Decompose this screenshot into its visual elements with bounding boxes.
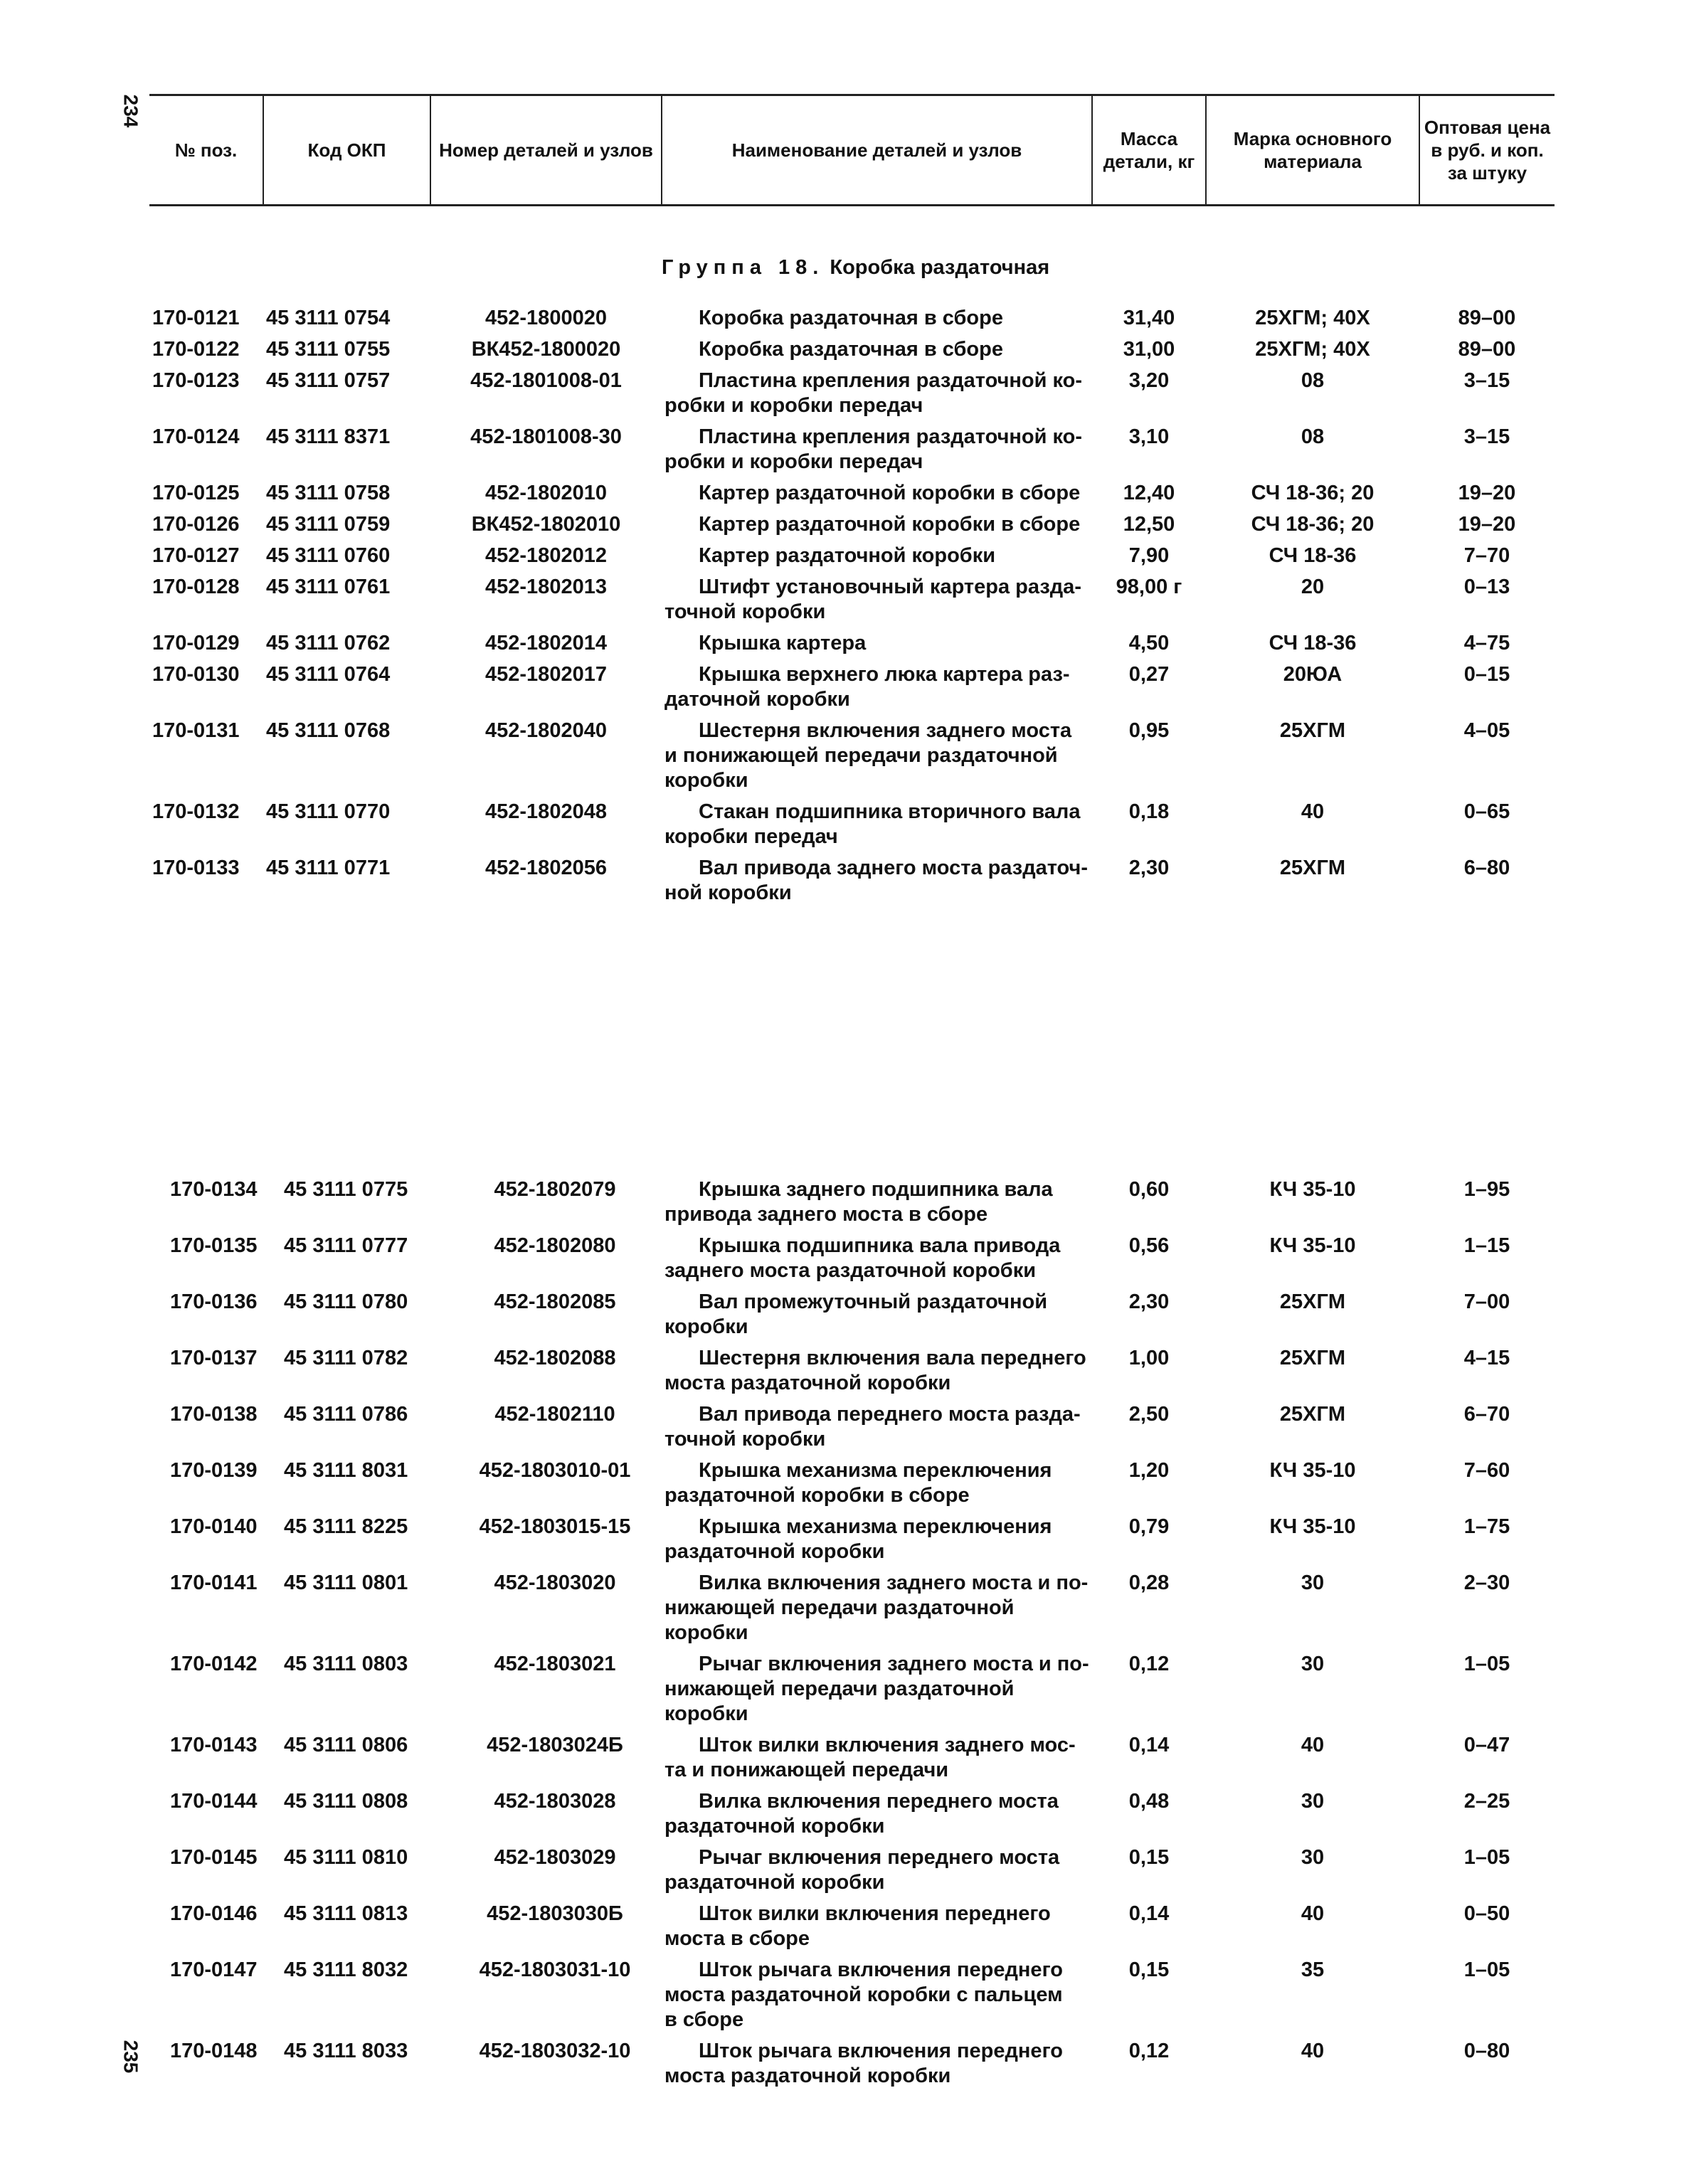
cell-position: 170-0143: [170, 1734, 258, 1756]
cell-part-name: [662, 852, 1092, 908]
cell-material: КЧ 35-10: [1269, 1459, 1356, 1482]
cell-position: 170-0135: [170, 1234, 258, 1257]
cell-position: 170-0136: [170, 1290, 258, 1313]
cell-part-name: [662, 2035, 1092, 2092]
cell-price: 1–05: [1463, 1653, 1510, 1675]
part-name-line: в сборе: [664, 2008, 744, 2031]
cell-position: 170-0132: [152, 800, 240, 823]
group-name: Коробка раздаточная: [830, 256, 1050, 279]
cell-okp-code: 45 3111 0803: [284, 1653, 408, 1675]
cell-price: 7–00: [1463, 1290, 1510, 1313]
part-name-line: Коробка раздаточная в сборе: [699, 338, 1003, 361]
header-name: Наименование деталей и узлов: [662, 95, 1092, 206]
cell-mass: 12,40: [1123, 482, 1175, 504]
cell-okp-code: 45 3111 8225: [284, 1515, 408, 1538]
part-name-line: раздаточной коробки: [664, 1815, 885, 1838]
part-name-line: Крышка механизма переключения: [699, 1515, 1052, 1538]
cell-price: 0–13: [1463, 576, 1510, 598]
table-row: [167, 1230, 1555, 1286]
cell-part-name: [662, 540, 1092, 571]
cell-material: 40: [1301, 1902, 1325, 1925]
part-name-line: Рычаг включения переднего моста: [699, 1846, 1060, 1869]
cell-position: 170-0140: [170, 1515, 258, 1538]
cell-mass: 98,00 г: [1116, 576, 1182, 598]
table-row: [149, 334, 1555, 365]
cell-position: 170-0122: [152, 338, 240, 361]
header-okp: Код ОКП: [263, 95, 430, 206]
table-row: [149, 509, 1555, 540]
part-name-line: моста раздаточной коробки: [664, 1372, 951, 1394]
cell-material: 25ХГМ: [1279, 857, 1346, 879]
part-name-line: коробки: [664, 769, 748, 792]
cell-mass: 0,14: [1128, 1734, 1170, 1756]
part-name-line: Картер раздаточной коробки: [699, 544, 996, 567]
table-row: [167, 1729, 1555, 1786]
group-label: Группа 18.: [662, 256, 825, 279]
part-name-line: Стакан подшипника вторичного вала: [699, 800, 1081, 823]
cell-price: 4–05: [1463, 719, 1510, 742]
cell-material: 40: [1301, 1734, 1325, 1756]
cell-position: 170-0127: [152, 544, 240, 567]
cell-position: 170-0142: [170, 1653, 258, 1675]
cell-part-name: [662, 659, 1092, 715]
part-name-line: Коробка раздаточная в сборе: [699, 307, 1003, 329]
cell-material: 25ХГМ: [1279, 1403, 1346, 1426]
part-name-line: Рычаг включения заднего моста и по-: [699, 1653, 1089, 1675]
table-row: [149, 365, 1555, 421]
cell-part-number: 452-1802040: [485, 719, 607, 742]
cell-price: 19–20: [1458, 482, 1516, 504]
cell-price: 19–20: [1458, 513, 1516, 536]
cell-material: 25ХГМ: [1279, 1290, 1346, 1313]
cell-position: 170-0137: [170, 1347, 258, 1369]
cell-part-number: 452-1801008-01: [470, 369, 622, 392]
cell-part-name: [662, 796, 1092, 852]
cell-position: 170-0147: [170, 1958, 258, 1981]
cell-position: 170-0139: [170, 1459, 258, 1482]
cell-part-number: 452-1803024Б: [487, 1734, 623, 1756]
part-name-line: Вилка включения заднего моста и по-: [699, 1571, 1089, 1594]
cell-part-name: [662, 1842, 1092, 1898]
page-number-top: 234: [120, 94, 142, 128]
table-row: [167, 1511, 1555, 1567]
cell-part-name: [662, 1455, 1092, 1511]
part-name-line: Крышка механизма переключения: [699, 1459, 1052, 1482]
cell-mass: 0,60: [1128, 1178, 1170, 1201]
group-title: [662, 256, 1049, 280]
cell-part-number: ВК452-1800020: [471, 338, 621, 361]
cell-mass: 0,95: [1128, 719, 1170, 742]
table-row: [167, 1567, 1555, 1648]
table-row: [167, 1954, 1555, 2035]
page-number-bottom: 235: [120, 2040, 142, 2074]
part-name-line: Шестерня включения заднего моста: [699, 719, 1072, 742]
part-name-line: заднего моста раздаточной коробки: [664, 1259, 1037, 1282]
cell-mass: 0,12: [1128, 1653, 1170, 1675]
cell-okp-code: 45 3111 0760: [266, 544, 391, 567]
cell-position: 170-0133: [152, 857, 240, 879]
cell-part-number: 452-1802079: [494, 1178, 616, 1201]
table-row: [149, 796, 1555, 852]
cell-part-name: [662, 715, 1092, 796]
cell-part-name: [662, 1567, 1092, 1648]
table-header: [149, 94, 1555, 206]
table-row: [149, 852, 1555, 908]
table-row: [167, 1342, 1555, 1399]
cell-material: КЧ 35-10: [1269, 1515, 1356, 1538]
table-row: [149, 477, 1555, 509]
cell-okp-code: 45 3111 0770: [266, 800, 391, 823]
cell-part-number: 452-1802080: [494, 1234, 616, 1257]
table-row: [149, 659, 1555, 715]
table-row: [149, 421, 1555, 477]
part-name-line: Шток вилки включения заднего мос-: [699, 1734, 1076, 1756]
cell-material: 25ХГМ: [1279, 719, 1346, 742]
cell-part-name: [662, 421, 1092, 477]
cell-okp-code: 45 3111 0813: [284, 1902, 408, 1925]
cell-part-name: [662, 1399, 1092, 1455]
cell-okp-code: 45 3111 0761: [266, 576, 391, 598]
cell-mass: 3,20: [1128, 369, 1170, 392]
cell-part-number: 452-1802012: [485, 544, 607, 567]
cell-okp-code: 45 3111 0780: [284, 1290, 408, 1313]
cell-okp-code: 45 3111 8033: [284, 2040, 408, 2062]
cell-material: СЧ 18-36: [1269, 632, 1357, 654]
cell-material: СЧ 18-36: [1269, 544, 1357, 567]
cell-part-name: [662, 1729, 1092, 1786]
cell-part-name: [662, 302, 1092, 334]
cell-part-number: 452-1800020: [485, 307, 607, 329]
cell-price: 6–70: [1463, 1403, 1510, 1426]
cell-part-number: 452-1802017: [485, 663, 607, 686]
part-name-line: коробки передач: [664, 825, 838, 848]
cell-position: 170-0148: [170, 2040, 258, 2062]
cell-part-name: [662, 1174, 1092, 1230]
part-name-line: раздаточной коробки: [664, 1540, 885, 1563]
cell-mass: 3,10: [1128, 425, 1170, 448]
cell-material: 30: [1301, 1571, 1325, 1594]
table-row: [167, 1399, 1555, 1455]
cell-part-name: [662, 365, 1092, 421]
cell-position: 170-0131: [152, 719, 240, 742]
cell-position: 170-0125: [152, 482, 240, 504]
cell-mass: 2,50: [1128, 1403, 1170, 1426]
part-name-line: нижающей передачи раздаточной коробки: [664, 1677, 1015, 1725]
cell-position: 170-0124: [152, 425, 240, 448]
cell-part-number: 452-1802110: [494, 1403, 615, 1426]
cell-position: 170-0134: [170, 1178, 258, 1201]
cell-mass: 31,40: [1123, 307, 1175, 329]
cell-material: 25ХГМ; 40Х: [1255, 338, 1370, 361]
part-name-line: моста раздаточной коробки с пальцем: [664, 1983, 1063, 2006]
cell-okp-code: 45 3111 0786: [284, 1403, 408, 1426]
part-name-line: Крышка картера: [699, 632, 867, 654]
cell-material: 35: [1301, 1958, 1325, 1981]
cell-mass: 0,28: [1128, 1571, 1170, 1594]
cell-mass: 31,00: [1123, 338, 1175, 361]
cell-price: 0–80: [1463, 2040, 1510, 2062]
table-row: [149, 627, 1555, 659]
cell-okp-code: 45 3111 8371: [266, 425, 391, 448]
part-name-line: Крышка заднего подшипника вала: [699, 1178, 1053, 1201]
cell-part-name: [662, 1286, 1092, 1342]
part-name-line: моста в сборе: [664, 1927, 810, 1950]
part-name-line: Штифт установочный картера разда-: [699, 576, 1081, 598]
cell-mass: 4,50: [1128, 632, 1170, 654]
cell-price: 0–50: [1463, 1902, 1510, 1925]
cell-part-number: 452-1802085: [494, 1290, 616, 1313]
cell-part-name: [662, 627, 1092, 659]
cell-mass: 0,56: [1128, 1234, 1170, 1257]
cell-part-name: [662, 334, 1092, 365]
cell-okp-code: 45 3111 0801: [284, 1571, 408, 1594]
cell-part-number: 452-1801008-30: [470, 425, 622, 448]
cell-material: 30: [1301, 1653, 1325, 1675]
part-name-line: Вал привода переднего моста разда-: [699, 1403, 1081, 1426]
cell-mass: 0,15: [1128, 1846, 1170, 1869]
cell-part-name: [662, 1786, 1092, 1842]
part-name-line: Крышка подшипника вала привода: [699, 1234, 1061, 1257]
cell-mass: 1,20: [1128, 1459, 1170, 1482]
cell-part-name: [662, 509, 1092, 540]
cell-position: 170-0126: [152, 513, 240, 536]
cell-part-name: [662, 1898, 1092, 1954]
cell-material: 08: [1301, 425, 1325, 448]
cell-part-number: 452-1802010: [485, 482, 607, 504]
cell-part-name: [662, 1511, 1092, 1567]
cell-position: 170-0144: [170, 1790, 258, 1813]
table-row: [167, 2035, 1555, 2092]
cell-okp-code: 45 3111 0764: [266, 663, 391, 686]
table-row: [167, 1286, 1555, 1342]
part-name-line: Шток рычага включения переднего: [699, 2040, 1063, 2062]
cell-position: 170-0130: [152, 663, 240, 686]
cell-part-number: 452-1803028: [494, 1790, 616, 1813]
table-row: [167, 1842, 1555, 1898]
cell-okp-code: 45 3111 0755: [266, 338, 391, 361]
cell-price: 0–65: [1463, 800, 1510, 823]
table-row: [149, 302, 1555, 334]
cell-price: 7–70: [1463, 544, 1510, 567]
part-name-line: нижающей передачи раздаточной коробки: [664, 1596, 1015, 1644]
cell-position: 170-0145: [170, 1846, 258, 1869]
part-name-line: Крышка верхнего люка картера раз-: [699, 663, 1070, 686]
cell-mass: 1,00: [1128, 1347, 1170, 1369]
cell-part-number: 452-1803030Б: [487, 1902, 623, 1925]
cell-okp-code: 45 3111 0810: [284, 1846, 408, 1869]
part-name-line: Пластина крепления раздаточной ко-: [699, 425, 1083, 448]
cell-price: 1–05: [1463, 1846, 1510, 1869]
part-name-line: моста раздаточной коробки: [664, 2064, 951, 2087]
cell-mass: 0,15: [1128, 1958, 1170, 1981]
parts-table-top: [149, 302, 1555, 908]
cell-material: КЧ 35-10: [1269, 1178, 1356, 1201]
cell-position: 170-0129: [152, 632, 240, 654]
cell-mass: 0,12: [1128, 2040, 1170, 2062]
part-name-line: даточной коробки: [664, 688, 850, 711]
part-name-line: Шестерня включения вала переднего: [699, 1347, 1086, 1369]
cell-price: 2–30: [1463, 1571, 1510, 1594]
cell-position: 170-0138: [170, 1403, 258, 1426]
cell-okp-code: 45 3111 0759: [266, 513, 391, 536]
cell-okp-code: 45 3111 8031: [284, 1459, 408, 1482]
cell-part-name: [662, 1954, 1092, 2035]
part-name-line: Картер раздаточной коробки в сборе: [699, 513, 1081, 536]
cell-mass: 2,30: [1128, 1290, 1170, 1313]
cell-part-number: 452-1803029: [494, 1846, 616, 1869]
header-pos: № поз.: [174, 139, 238, 161]
cell-okp-code: 45 3111 0808: [284, 1790, 408, 1813]
cell-part-number: 452-1802088: [494, 1347, 616, 1369]
cell-okp-code: 45 3111 0768: [266, 719, 391, 742]
part-name-line: точной коробки: [664, 600, 826, 623]
cell-part-number: 452-1803020: [494, 1571, 616, 1594]
cell-price: 4–15: [1463, 1347, 1510, 1369]
cell-position: 170-0128: [152, 576, 240, 598]
part-name-line: раздаточной коробки: [664, 1871, 885, 1894]
part-name-line: Картер раздаточной коробки в сборе: [699, 482, 1081, 504]
cell-part-name: [662, 477, 1092, 509]
cell-position: 170-0121: [152, 307, 240, 329]
cell-mass: 2,30: [1128, 857, 1170, 879]
header-material: Марка основного материала: [1206, 95, 1419, 206]
table-row: [167, 1648, 1555, 1729]
cell-part-number: 452-1803021: [494, 1653, 616, 1675]
part-name-line: Вал промежуточный раздаточной: [699, 1290, 1048, 1313]
table-row: [167, 1786, 1555, 1842]
cell-part-number: 452-1802048: [485, 800, 607, 823]
part-name-line: Пластина крепления раздаточной ко-: [699, 369, 1083, 392]
cell-material: 20ЮА: [1283, 663, 1343, 686]
cell-part-number: ВК452-1802010: [471, 513, 621, 536]
cell-okp-code: 45 3111 0782: [284, 1347, 408, 1369]
cell-material: 30: [1301, 1846, 1325, 1869]
part-name-line: и понижающей передачи раздаточной: [664, 744, 1058, 767]
part-name-line: точной коробки: [664, 1428, 826, 1451]
part-name-line: робки и коробки передач: [664, 394, 923, 417]
cell-material: 25ХГМ; 40Х: [1255, 307, 1370, 329]
cell-part-number: 452-1803032-10: [479, 2040, 631, 2062]
cell-okp-code: 45 3111 0775: [284, 1178, 408, 1201]
cell-part-number: 452-1803031-10: [479, 1958, 631, 1981]
cell-mass: 0,27: [1128, 663, 1170, 686]
cell-material: 08: [1301, 369, 1325, 392]
cell-material: 40: [1301, 800, 1325, 823]
header-price: Оптовая цена в руб. и коп. за штуку: [1419, 95, 1555, 206]
cell-price: 1–75: [1463, 1515, 1510, 1538]
table-row: [149, 540, 1555, 571]
cell-mass: 0,18: [1128, 800, 1170, 823]
cell-mass: 0,79: [1128, 1515, 1170, 1538]
cell-price: 2–25: [1463, 1790, 1510, 1813]
cell-material: КЧ 35-10: [1269, 1234, 1356, 1257]
cell-part-number: 452-1803010-01: [479, 1459, 631, 1482]
part-name-line: робки и коробки передач: [664, 450, 923, 473]
header-part-number: Номер деталей и узлов: [430, 95, 662, 206]
cell-mass: 0,48: [1128, 1790, 1170, 1813]
parts-table-bottom: [167, 1174, 1555, 2092]
cell-part-name: [662, 1230, 1092, 1286]
cell-material: 30: [1301, 1790, 1325, 1813]
cell-position: 170-0146: [170, 1902, 258, 1925]
cell-part-name: [662, 1648, 1092, 1729]
table-row: [167, 1455, 1555, 1511]
table-row: [149, 571, 1555, 627]
cell-price: 3–15: [1463, 425, 1510, 448]
part-name-line: та и понижающей передачи: [664, 1759, 949, 1781]
cell-price: 89–00: [1458, 338, 1516, 361]
cell-mass: 12,50: [1123, 513, 1175, 536]
cell-part-number: 452-1802014: [485, 632, 607, 654]
cell-okp-code: 45 3111 0777: [284, 1234, 408, 1257]
header-mass: Масса детали, кг: [1092, 95, 1206, 206]
part-name-line: Шток рычага включения переднего: [699, 1958, 1063, 1981]
cell-part-name: [662, 571, 1092, 627]
cell-price: 4–75: [1463, 632, 1510, 654]
cell-mass: 0,14: [1128, 1902, 1170, 1925]
cell-okp-code: 45 3111 0762: [266, 632, 391, 654]
cell-price: 6–80: [1463, 857, 1510, 879]
part-name-line: Вал привода заднего моста раздаточ-: [699, 857, 1089, 879]
part-name-line: ной коробки: [664, 881, 792, 904]
table-row: [167, 1174, 1555, 1230]
cell-position: 170-0123: [152, 369, 240, 392]
cell-mass: 7,90: [1128, 544, 1170, 567]
cell-okp-code: 45 3111 0806: [284, 1734, 408, 1756]
part-name-line: привода заднего моста в сборе: [664, 1203, 988, 1226]
cell-price: 89–00: [1458, 307, 1516, 329]
cell-price: 1–15: [1463, 1234, 1510, 1257]
part-name-line: раздаточной коробки в сборе: [664, 1484, 970, 1507]
cell-okp-code: 45 3111 0771: [266, 857, 391, 879]
part-name-line: коробки: [664, 1315, 748, 1338]
cell-material: СЧ 18-36; 20: [1251, 513, 1375, 536]
cell-part-number: 452-1802013: [485, 576, 607, 598]
cell-part-number: 452-1803015-15: [479, 1515, 631, 1538]
cell-material: 40: [1301, 2040, 1325, 2062]
table-row: [167, 1898, 1555, 1954]
cell-okp-code: 45 3111 8032: [284, 1958, 408, 1981]
cell-price: 7–60: [1463, 1459, 1510, 1482]
cell-material: 20: [1301, 576, 1325, 598]
cell-price: 0–15: [1463, 663, 1510, 686]
part-name-line: Шток вилки включения переднего: [699, 1902, 1051, 1925]
cell-price: 0–47: [1463, 1734, 1510, 1756]
cell-part-number: 452-1802056: [485, 857, 607, 879]
cell-price: 3–15: [1463, 369, 1510, 392]
cell-price: 1–95: [1463, 1178, 1510, 1201]
cell-okp-code: 45 3111 0757: [266, 369, 391, 392]
cell-okp-code: 45 3111 0758: [266, 482, 391, 504]
part-name-line: Вилка включения переднего моста: [699, 1790, 1059, 1813]
cell-position: 170-0141: [170, 1571, 258, 1594]
table-row: [149, 715, 1555, 796]
cell-material: 25ХГМ: [1279, 1347, 1346, 1369]
cell-material: СЧ 18-36; 20: [1251, 482, 1375, 504]
cell-okp-code: 45 3111 0754: [266, 307, 391, 329]
cell-part-name: [662, 1342, 1092, 1399]
cell-price: 1–05: [1463, 1958, 1510, 1981]
